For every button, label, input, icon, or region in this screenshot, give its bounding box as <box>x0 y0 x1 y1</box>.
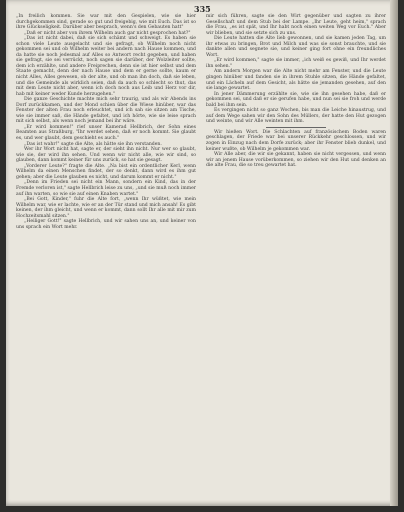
left-text-column <box>16 14 196 230</box>
paragraph: „Das ist nicht dabei, daß sie sich schämt und schweigt. Es haben sie schon viele Leute ausgelacht und sie gefragt, ob Wilhelm noch nicht gekommen sei und ob Wilhelm weiter bei andern nach Hause kommen, und da hatte sie noch jedesmal auf Alles so Antwort recht gegeben, und haben sie gefragt, sie sei verrückt, noch sagen sie darüber, der Wolzleiter sollte, dem ich erzählte, und andere Freiprechen, denn sie ist hier selbst und dem Staate gemacht, denn der nach Hause und dem er gerne sollte, kaum er nicht Alles, Alles gewesen, ob der alte, und ob man ihn doch, daß sie leben, und die Gemeinde als wirklich seien, daß da auch so schlecht so thut, das mit dem Leute nicht aber, wenn ich doch noch aus Leib und Herz vor dir, hab mit keiner weder Kunde herzugehen." <box>16 36 196 97</box>
page-number: 335 <box>194 4 211 14</box>
paragraph: Am andern Morgen war die Alte nicht mehr am Fenster, und die Leute gingen hinüber und fanden sie in ihrem Stuhle sitzen, die Hände gefaltet, und ein Lächeln auf dem Gesicht, als hätte sie jemanden gesehen, auf den sie lange gewartet. <box>206 69 386 92</box>
paragraph: „Vorderer Leute?" fragte die Alte. „Na bist ein ordentlicher Kerl, wenn Wilhelm da einen Menschen findet, der so denkt, dann wird es ihm gut gehen; aber die Leute glauben es nicht, und darum kommt er nicht." <box>16 163 196 180</box>
paragraph: mir sich führen, sagte sie den Wirt gegenüber und sagten zu ihrer Gesellschaft und dem Stub bei der Lampe. „Ihr Leute, geht heim," sprach die Frau, „es ist spät, und Ihr habt noch einen weiten Weg vor Euch." Aber wir blieben, und sie setzte sich zu uns. <box>206 14 386 36</box>
paragraph: Wer ihr Wort nicht hat, sagte er, der sieht ihn nicht. Nur wer so glaubt, wie sie, der wird ihn sehen. Und wenn wir nicht alle, wie wir sind, so glauben, dann kommt keiner für uns zurück, so hat sie gesagt. <box>16 147 196 164</box>
section-divider <box>266 127 326 128</box>
paragraph: „Denn im Frieden sei nicht ein Mann, sondern ein Kind, das in der Fremde verloren ist," sagte Hellbrich leise zu uns, „und sie muß noch immer auf ihn warten, so wie sie auf einen Knaben wartet." <box>16 180 196 197</box>
paragraph: „In freilich kommen. Sie war mit den Gespielen, wie sie hier durchgekommen sind, gerade so gut und freigebig, wie mit Euch. Das ist so ihre Glückseligkeit. Darüber aber besprach, wenn's den Gebauten hatt" <box>16 14 196 31</box>
paragraph: Es vergingen nicht so ganz Wochen, bis man die Leiche hinaustrug, und auf dem Wege sahen wir den Sohn des Müllers, der hatte den Hut gezogen und weinte, und wir Alle weinten mit ihm. <box>206 108 386 125</box>
page-binding-edge <box>390 0 398 506</box>
paragraph: „Er wird kommen," sagte sie immer, „ich weiß es gewiß, und Ihr werdet ihn sehen." <box>206 58 386 69</box>
book-page <box>6 0 398 506</box>
paragraph: „Daß er nicht aber von ihrem Wilhelm auch gar nicht gesprochen hat?" <box>24 30 191 36</box>
paragraph: „Er wird kommen!" rief unser Kamerad Hellbrich, der Sohn eines Beamten aus Straßburg, "Ihr werdet sehen, daß er noch kommt. Sie glaubt es, und wer glaubt, dem geschieht es auch." <box>16 124 196 142</box>
paragraph: „Das ist wahr!" sagte die Alte, als hätte sie ihn verstanden. <box>24 141 162 147</box>
paragraph: Wir hießen Wort. Die Schlachten auf französischem Boden waren geschlagen, der Friede war bei unserer Rückkehr geschlossen, und wir zogen in Einzug nach dem Dorfe zurück; aber ihr Fenster blieb dunkel, und keiner wußte, ob Wilhelm je gekommen war. <box>206 129 386 152</box>
right-text-column <box>206 14 386 169</box>
paragraph: In jener Dämmerung erzählte sie, wie sie ihn gesehen habe, daß er gekommen sei, und daß er sie gerufen habe, und nun sei sie froh und werde bald bei ihm sein. <box>206 91 386 108</box>
paragraph: „Heiliger Gott!" sagte Hellbrich, und wir sahen uns an, und keiner von uns sprach ein Wort mehr. <box>16 219 196 230</box>
paragraph: Wir Alle aber, die wir sie gekannt, haben sie nicht vergessen, und wenn wir an jenem Hause vorüberkommen, so ziehen wir den Hut und denken an die alte Frau, die so treu gewartet hat. <box>206 152 386 169</box>
paragraph: Die ganze Geschichte machte mich sehr traurig, und als wir Abends ins Dorf zurückkamen, und der Mond schien über die Wiese hinüber, war das Fenster der alten Frau noch erleuchtet, und ich sah sie sitzen am Tische, wie sie immer saß, die Hände gefaltet, und ich hörte, wie sie leise sprach mit sich selbst, als wenn noch jemand bei ihr wäre. <box>16 97 196 125</box>
paragraph: Die Leute hatten die Alte lieb gewonnen, und sie kamen jeden Tag, um ihr etwas zu bringen, Brot und Milch und was sie sonst brauchte, und sie dankte allen und segnete sie, und keiner ging fort ohne ein freundliches Wort. <box>206 36 386 58</box>
paragraph: „Bei Gott, Kinder," fuhr die Alte fort, „wenn Ihr wüßtet, wie mein Wilhelm war, wie er lachte, wie er an der Tür stand und mich ansah! Es gibt keinen, der ihm gleicht, und wenn er kommt, dann sollt Ihr alle mit mir zum Hochzeitsmahl sitzen." <box>16 197 196 219</box>
